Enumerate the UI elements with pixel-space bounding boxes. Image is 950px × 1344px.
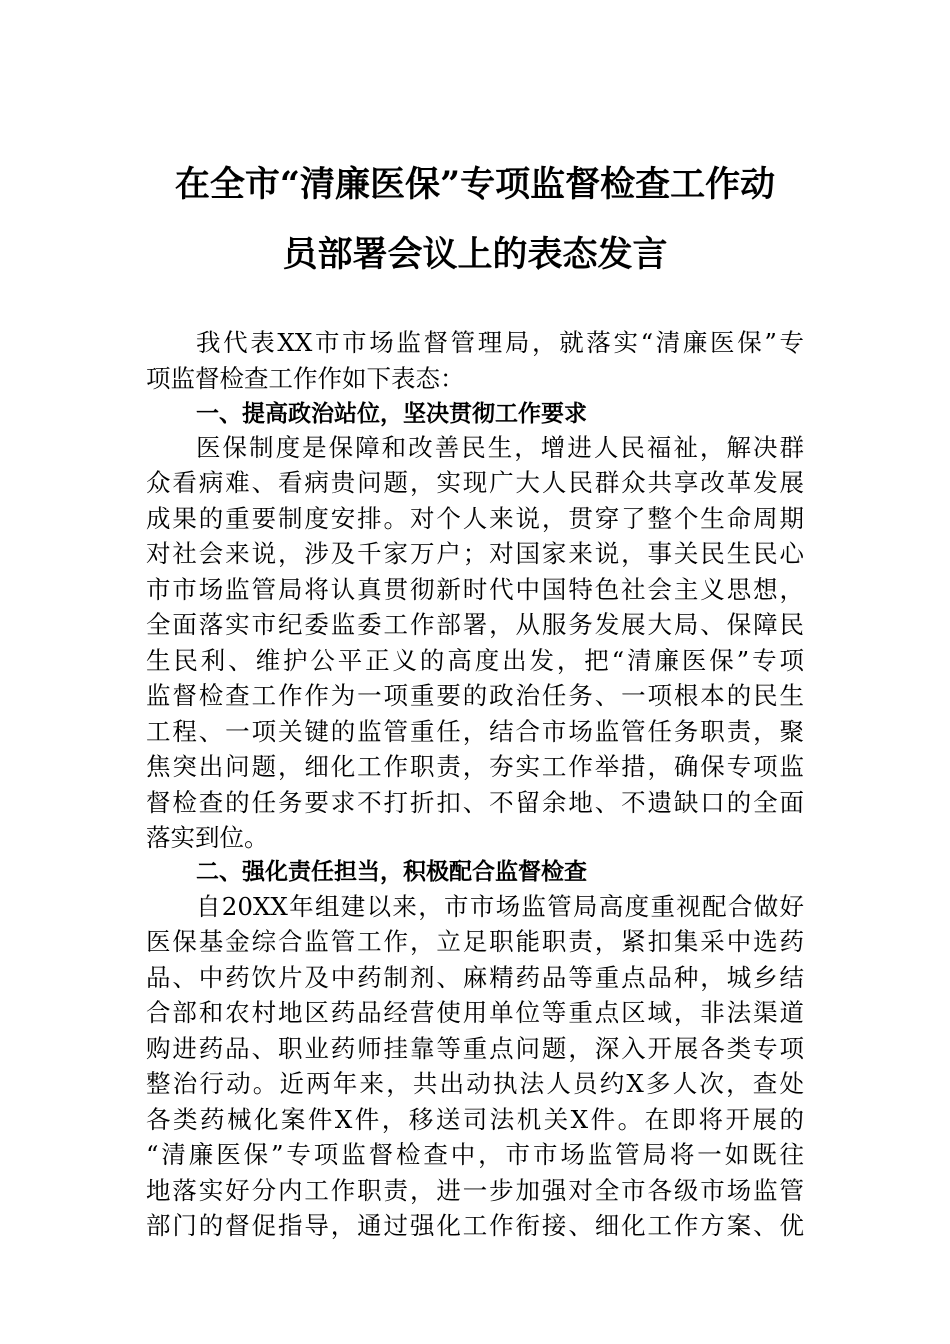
document-title-line-2: 员部署会议上的表态发言 — [282, 234, 668, 275]
paragraph-line: 各类药械化案件X件，移送司法机关X件。在即将开展的 — [146, 1105, 804, 1134]
paragraph-line: 众看病难、看病贵问题，实现广大人民群众共享改革发展 — [146, 468, 804, 497]
paragraph-line: 合部和农村地区药品经营使用单位等重点区域，非法渠道 — [146, 998, 804, 1027]
paragraph-line: 品、中药饮片及中药制剂、麻精药品等重点品种，城乡结 — [146, 963, 804, 992]
document-title-line-1: 在全市“清廉医保”专项监督检查工作动 — [174, 164, 776, 205]
intro-line-1: 我代表XX市市场监督管理局，就落实“清廉医保”专 — [196, 328, 804, 357]
paragraph-line: 部门的督促指导，通过强化工作衔接、细化工作方案、优 — [146, 1211, 804, 1240]
section-2-heading: 二、强化责任担当，积极配合监督检查 — [196, 859, 587, 885]
intro-line-2: 项监督检查工作作如下表态： — [146, 364, 465, 393]
paragraph-line: 落实到位。 — [146, 823, 269, 852]
paragraph-line: 督检查的任务要求不打折扣、不留余地、不遗缺口的全面 — [146, 788, 804, 817]
paragraph-line: “清廉医保”专项监督检查中，市市场监管局将一如既往 — [146, 1140, 804, 1169]
paragraph-line: 工程、一项关键的监管重任，结合市场监管任务职责，聚 — [146, 717, 804, 746]
paragraph-line: 焦突出问题，细化工作职责，夯实工作举措，确保专项监 — [146, 752, 804, 781]
paragraph-line: 市市场监管局将认真贯彻新时代中国特色社会主义思想， — [146, 575, 804, 604]
paragraph-line: 整治行动。近两年来，共出动执法人员约X多人次，查处 — [146, 1069, 804, 1098]
paragraph-line: 监督检查工作作为一项重要的政治任务、一项根本的民生 — [146, 681, 804, 710]
paragraph-line: 医保基金综合监管工作，立足职能职责，紧扣集采中选药 — [146, 927, 804, 956]
paragraph-line: 全面落实市纪委监委工作部署，从服务发展大局、保障民 — [146, 610, 804, 639]
paragraph-line: 成果的重要制度安排。对个人来说，贯穿了整个生命周期 — [146, 504, 804, 533]
paragraph-line: 对社会来说，涉及千家万户；对国家来说，事关民生民心 — [146, 539, 804, 568]
paragraph-line: 购进药品、职业药师挂靠等重点问题，深入开展各类专项 — [146, 1034, 804, 1063]
paragraph-line: 自20XX年组建以来，市市场监管局高度重视配合做好 — [196, 892, 804, 921]
paragraph-line: 生民利、维护公平正义的高度出发，把“清廉医保”专项 — [146, 646, 804, 675]
paragraph-line: 医保制度是保障和改善民生，增进人民福祉，解决群 — [196, 433, 804, 462]
section-1-heading: 一、提高政治站位，坚决贯彻工作要求 — [196, 401, 587, 427]
paragraph-line: 地落实好分内工作职责，进一步加强对全市各级市场监管 — [146, 1176, 804, 1205]
